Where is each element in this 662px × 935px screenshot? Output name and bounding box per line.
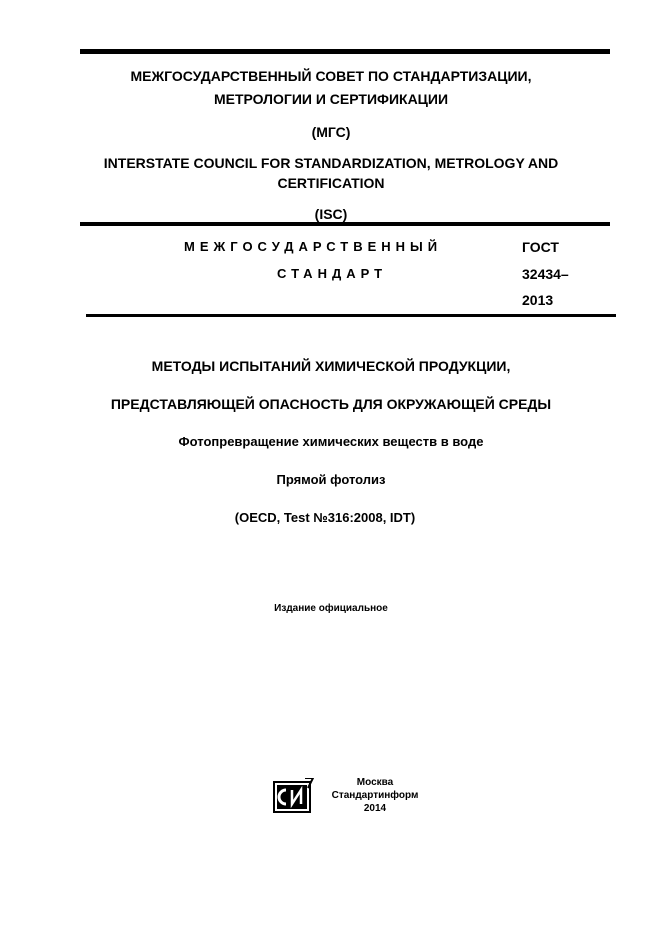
top-rule xyxy=(80,49,610,54)
gost-year: 2013 xyxy=(522,292,554,308)
gost-number: 32434– xyxy=(522,266,569,282)
standard-type-line2: СТАНДАРТ xyxy=(277,266,388,281)
reference-line: (OECD, Test №316:2008, IDT) xyxy=(234,510,416,525)
edition-label: Издание официальное xyxy=(274,603,388,614)
en-council-line2: CERTIFICATION xyxy=(277,175,385,191)
standard-type-line1: МЕЖГОСУДАРСТВЕННЫЙ xyxy=(184,239,443,254)
en-abbrev: (ISC) xyxy=(314,206,348,222)
en-council-line1: INTERSTATE COUNCIL FOR STANDARDIZATION, METROLOGY AND xyxy=(103,155,559,171)
title-line1: МЕТОДЫ ИСПЫТАНИЙ ХИМИЧЕСКОЙ ПРОДУКЦИИ, xyxy=(151,358,511,374)
lower-rule xyxy=(86,314,616,317)
publisher-year: 2014 xyxy=(363,803,387,814)
publisher-city: Москва xyxy=(356,777,394,788)
ru-council-line2: МЕТРОЛОГИИ И СЕРТИФИКАЦИИ xyxy=(213,91,449,107)
standartinform-logo-icon xyxy=(272,778,314,814)
ru-council-line1: МЕЖГОСУДАРСТВЕННЫЙ СОВЕТ ПО СТАНДАРТИЗАЦИИ, xyxy=(130,68,532,84)
subtitle-line1: Фотопревращение химических веществ в воде xyxy=(178,434,484,449)
title-line2: ПРЕДСТАВЛЯЮЩЕЙ ОПАСНОСТЬ ДЛЯ ОКРУЖАЮЩЕЙ СРЕДЫ xyxy=(110,396,552,412)
gost-label: ГОСТ xyxy=(522,239,559,255)
publisher-name: Стандартинформ xyxy=(331,790,419,801)
subtitle-line2: Прямой фотолиз xyxy=(276,472,386,487)
middle-rule xyxy=(80,222,610,226)
ru-abbrev: (МГС) xyxy=(311,124,351,140)
